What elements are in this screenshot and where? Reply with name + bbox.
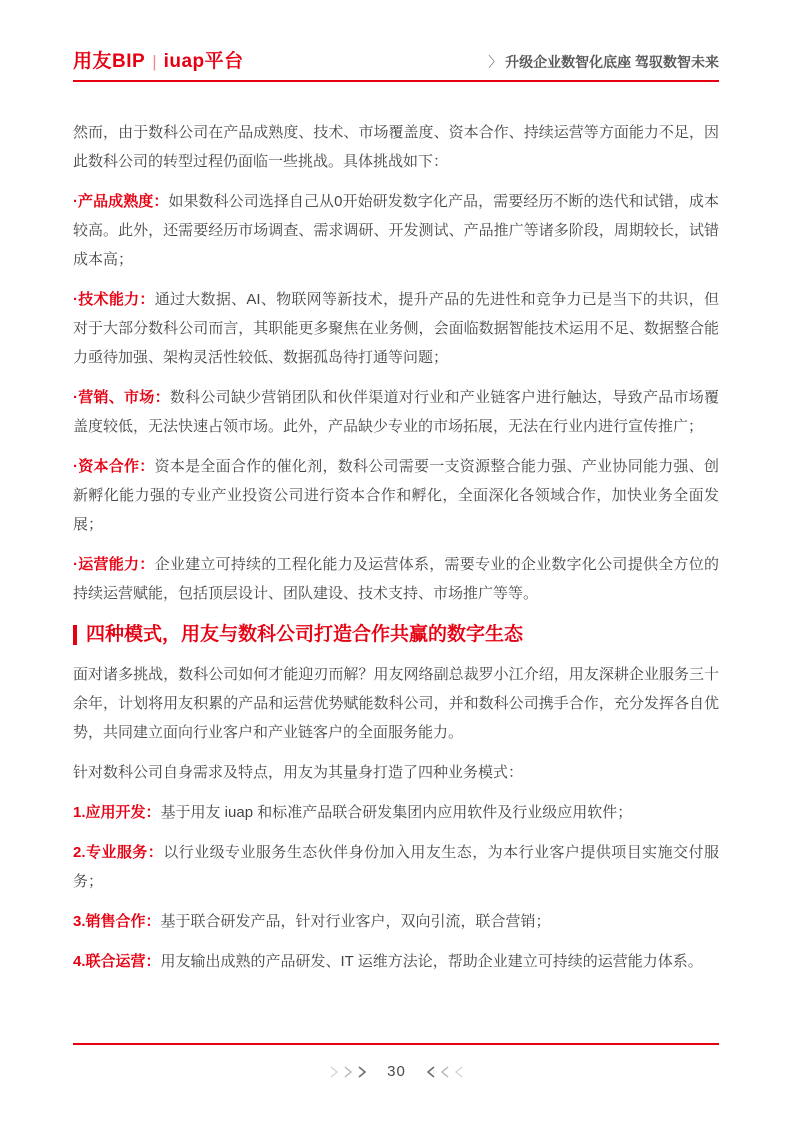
mode-item-1 [73, 798, 719, 827]
chevron-left-icon [424, 1064, 437, 1080]
section-title-text: 四种模式，用友与数科公司打造合作共赢的数字生态 [86, 624, 524, 645]
chevrons-right-group-icon [328, 1064, 369, 1080]
challenge-text-1: 如果数科公司选择自己从0开始研发数字化产品，需要经历不断的迭代和试错，成本较高。此外，还需要经历市场调查、需求调研、开发测试、产品推广等诸多阶段，周期较长，试错成本高； [73, 193, 719, 268]
mode-text-4: 用友输出成熟的产品研发、IT 运维方法论，帮助企业建立可持续的运营能力体系。 [160, 953, 703, 970]
header-tagline [488, 52, 719, 72]
page-header [73, 0, 719, 82]
section-title [73, 622, 719, 648]
chevron-left-icon [452, 1064, 465, 1080]
footer-divider [73, 1043, 719, 1045]
challenge-item-1 [73, 187, 719, 274]
section-intro-paragraph: 面对诸多挑战，数科公司如何才能迎刃而解？用友网络副总裁罗小江介绍，用友深耕企业服务三十余年，计划将用友积累的产品和运营优势赋能数科公司，并和数科公司携手合作，充分发挥各自优势，共同建立面向行业客户和产业链客户的全面服务能力。 [73, 666, 719, 741]
chevron-left-icon [438, 1064, 451, 1080]
mode-item-3 [73, 907, 719, 936]
logo-primary-text: 用友BIP [73, 51, 146, 72]
challenge-text-5: 企业建立可持续的工程化能力及运营体系，需要专业的企业数字化公司提供全方位的持续运营赋能，包括顶层设计、团队建设、技术支持、市场推广等等。 [73, 556, 719, 602]
challenge-text-2: 通过大数据、AI、物联网等新技术，提升产品的先进性和竞争力已是当下的共识，但对于大部分数科公司而言，其职能更多聚焦在业务侧，会面临数据智能技术运用不足、数据整合能力亟待加强、架构灵活性较低、数据孤岛待打通等问题； [73, 291, 719, 366]
mode-item-4 [73, 947, 719, 976]
section-title-bar-icon [73, 625, 77, 645]
mode-label-4: 4.联合运营： [73, 953, 161, 970]
mode-text-3: 基于联合研发产品，针对行业客户，双向引流，联合营销； [160, 913, 551, 930]
challenge-item-3 [73, 383, 719, 441]
challenge-item-2 [73, 285, 719, 372]
mode-label-2: 2.专业服务： [73, 844, 164, 861]
challenge-label-3: ·营销、市场： [73, 389, 170, 406]
page-footer [0, 1063, 793, 1080]
chevrons-left-group-icon [424, 1064, 465, 1080]
challenge-label-2: ·技术能力： [73, 291, 155, 308]
modes-intro-paragraph: 针对数科公司自身需求及特点，用友为其量身打造了四种业务模式： [73, 764, 524, 781]
logo-secondary-text: iuap平台 [163, 51, 244, 72]
chevron-right-icon [328, 1064, 341, 1080]
challenge-text-3: 数科公司缺少营销团队和伙伴渠道对行业和产业链客户进行触达，导致产品市场覆盖度较低，无法快速占领市场。此外，产品缺少专业的市场拓展，无法在行业内进行宣传推广； [73, 389, 719, 435]
header-tagline-text: 升级企业数智化底座 驾驭数智未来 [505, 54, 719, 70]
logo-separator: | [152, 52, 157, 71]
challenge-label-1: ·产品成熟度： [73, 193, 169, 210]
challenge-label-5: ·运营能力： [73, 556, 155, 573]
mode-label-1: 1.应用开发： [73, 804, 161, 821]
brand-logo [73, 46, 244, 73]
mode-item-2 [73, 838, 719, 896]
intro-paragraph: 然而，由于数科公司在产品成熟度、技术、市场覆盖度、资本合作、持续运营等方面能力不足，因此数科公司的转型过程仍面临一些挑战。具体挑战如下： [73, 124, 719, 170]
challenge-label-4: ·资本合作： [73, 458, 155, 475]
chevron-right-icon [342, 1064, 355, 1080]
document-body [73, 118, 719, 987]
mode-text-1: 基于用友 iuap 和标准产品联合研发集团内应用软件及行业级应用软件； [160, 804, 633, 821]
challenge-item-5 [73, 550, 719, 608]
challenge-text-4: 资本是全面合作的催化剂，数科公司需要一支资源整合能力强、产业协同能力强、创新孵化能力强的专业产业投资公司进行资本合作和孵化，全面深化各领域合作，加快业务全面发展； [73, 458, 719, 533]
chevron-right-icon [356, 1064, 369, 1080]
mode-label-3: 3.销售合作： [73, 913, 161, 930]
mode-text-2: 以行业级专业服务生态伙伴身份加入用友生态，为本行业客户提供项目实施交付服务； [73, 844, 719, 890]
challenge-item-4 [73, 452, 719, 539]
page-number: 30 [387, 1063, 406, 1080]
chevron-right-icon: 〉 [488, 54, 503, 70]
